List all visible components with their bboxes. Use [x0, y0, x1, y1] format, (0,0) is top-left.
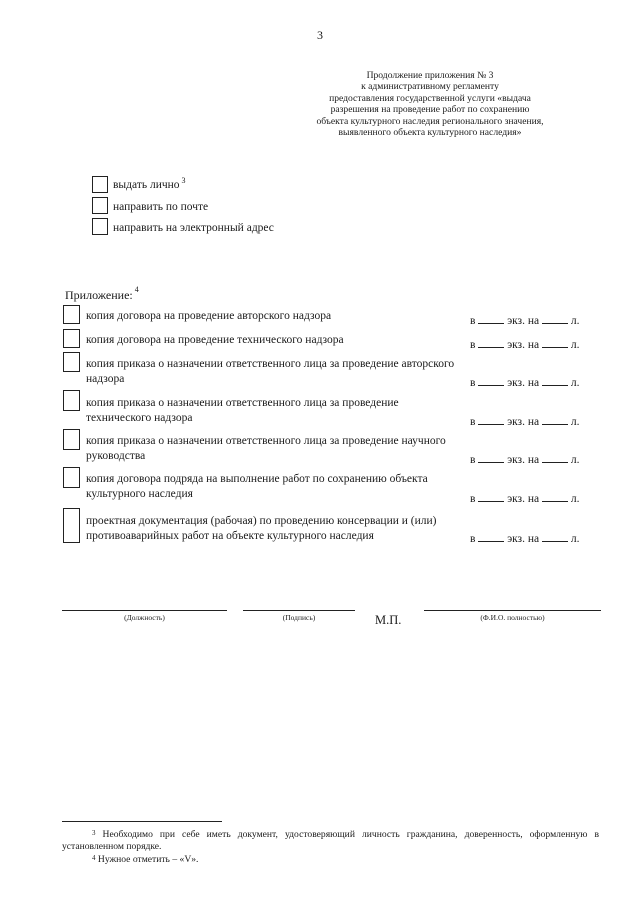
attachments-title-text: Приложение:	[65, 288, 133, 302]
delivery-label: направить по почте	[113, 201, 209, 213]
count-prefix: в	[470, 416, 476, 428]
name-caption: (Ф.И.О. полностью)	[480, 613, 545, 622]
copies-blank[interactable]	[478, 313, 504, 324]
count-suffix: л.	[570, 377, 580, 389]
header-line: предоставления государственной услуги «выдача	[329, 92, 531, 104]
delivery-checkbox-mail[interactable]	[92, 197, 108, 214]
attachment-count	[470, 313, 620, 327]
count-prefix: в	[470, 315, 476, 327]
sheets-blank[interactable]	[542, 491, 568, 502]
footnote-text: Необходимо при себе иметь документ, удостоверяющий личность гражданина, доверенность, оформленную в установленном порядке.	[62, 829, 599, 852]
footnote-text: Нужное отметить – «V».	[97, 854, 199, 865]
attachment-checkbox[interactable]	[63, 429, 80, 450]
delivery-option-in-person	[113, 176, 186, 191]
footnote-4	[62, 854, 599, 866]
count-mid: экз. на	[507, 416, 540, 428]
count-prefix: в	[470, 454, 476, 466]
count-prefix: в	[470, 533, 476, 545]
count-suffix: л.	[570, 416, 580, 428]
attachment-label: копия приказа о назначении ответственного лица за проведение научного руководства	[86, 435, 446, 462]
copies-blank[interactable]	[478, 337, 504, 348]
attachment-count	[470, 452, 620, 466]
attachment-label: копия приказа о назначении ответственного лица за проведение авторского надзора	[86, 358, 455, 385]
signature-line[interactable]	[243, 610, 355, 611]
count-suffix: л.	[570, 493, 580, 505]
appendix-header	[300, 70, 560, 138]
copies-blank[interactable]	[478, 375, 504, 386]
count-mid: экз. на	[507, 493, 540, 505]
footnote-separator	[62, 821, 222, 822]
sheets-blank[interactable]	[542, 452, 568, 463]
attachment-checkbox[interactable]	[63, 329, 80, 348]
attachment-label: копия договора подряда на выполнение работ по сохранению объекта культурного наследия	[86, 473, 428, 500]
attachment-count	[470, 491, 620, 505]
count-mid: экз. на	[507, 454, 540, 466]
count-suffix: л.	[570, 533, 580, 545]
header-line: выявленного объекта культурного наследия»	[338, 127, 522, 139]
copies-blank[interactable]	[478, 491, 504, 502]
attachment-checkbox[interactable]	[63, 352, 80, 372]
footnote-3	[62, 829, 599, 853]
attachment-count	[470, 337, 620, 351]
attachment-count	[470, 414, 620, 428]
attachment-count	[470, 375, 620, 389]
attachment-checkbox[interactable]	[63, 305, 80, 324]
attachment-checkbox[interactable]	[63, 467, 80, 488]
attachment-label: копия договора на проведение авторского надзора	[86, 310, 332, 322]
footnote-ref: 3	[181, 176, 186, 185]
delivery-checkbox-email[interactable]	[92, 218, 108, 235]
stamp-label: М.П.	[375, 613, 402, 627]
count-suffix: л.	[570, 339, 580, 351]
attachment-count	[470, 531, 620, 545]
name-line[interactable]	[424, 610, 601, 611]
count-mid: экз. на	[507, 315, 540, 327]
header-line: к административному регламенту	[361, 81, 499, 93]
attachment-label: копия приказа о назначении ответственного лица за проведение технического надзора	[86, 397, 399, 424]
count-mid: экз. на	[507, 339, 540, 351]
footnote-ref: 4	[134, 285, 139, 294]
copies-blank[interactable]	[478, 452, 504, 463]
signature-caption: (Подпись)	[282, 613, 316, 622]
attachment-label: копия договора на проведение технического надзора	[86, 334, 344, 346]
page-number: 3	[317, 28, 323, 42]
header-line: разрешения на проведение работ по сохранению	[330, 104, 530, 116]
copies-blank[interactable]	[478, 414, 504, 425]
position-caption: (Должность)	[124, 613, 165, 622]
delivery-checkbox-in-person[interactable]	[92, 176, 108, 193]
count-mid: экз. на	[507, 377, 540, 389]
count-prefix: в	[470, 377, 476, 389]
copies-blank[interactable]	[478, 531, 504, 542]
footnote-number: 3	[92, 829, 96, 837]
attachments-title	[65, 285, 139, 303]
sheets-blank[interactable]	[542, 375, 568, 386]
sheets-blank[interactable]	[542, 414, 568, 425]
sheets-blank[interactable]	[542, 531, 568, 542]
count-suffix: л.	[570, 454, 580, 466]
delivery-label: выдать лично	[113, 179, 180, 191]
count-prefix: в	[470, 493, 476, 505]
position-line[interactable]	[62, 610, 227, 611]
attachment-label: проектная документация (рабочая) по проведению консервации и (или) противоаварийных работ на объекте культурного наследия	[86, 515, 437, 542]
attachment-checkbox[interactable]	[63, 390, 80, 411]
header-line: Продолжение приложения № 3	[366, 70, 494, 81]
delivery-label: направить на электронный адрес	[113, 222, 274, 234]
count-prefix: в	[470, 339, 476, 351]
sheets-blank[interactable]	[542, 337, 568, 348]
count-suffix: л.	[570, 315, 580, 327]
count-mid: экз. на	[507, 533, 540, 545]
header-line: объекта культурного наследия регионального значения,	[316, 115, 544, 127]
attachment-checkbox[interactable]	[63, 508, 80, 543]
footnote-number: 4	[92, 854, 96, 862]
sheets-blank[interactable]	[542, 313, 568, 324]
